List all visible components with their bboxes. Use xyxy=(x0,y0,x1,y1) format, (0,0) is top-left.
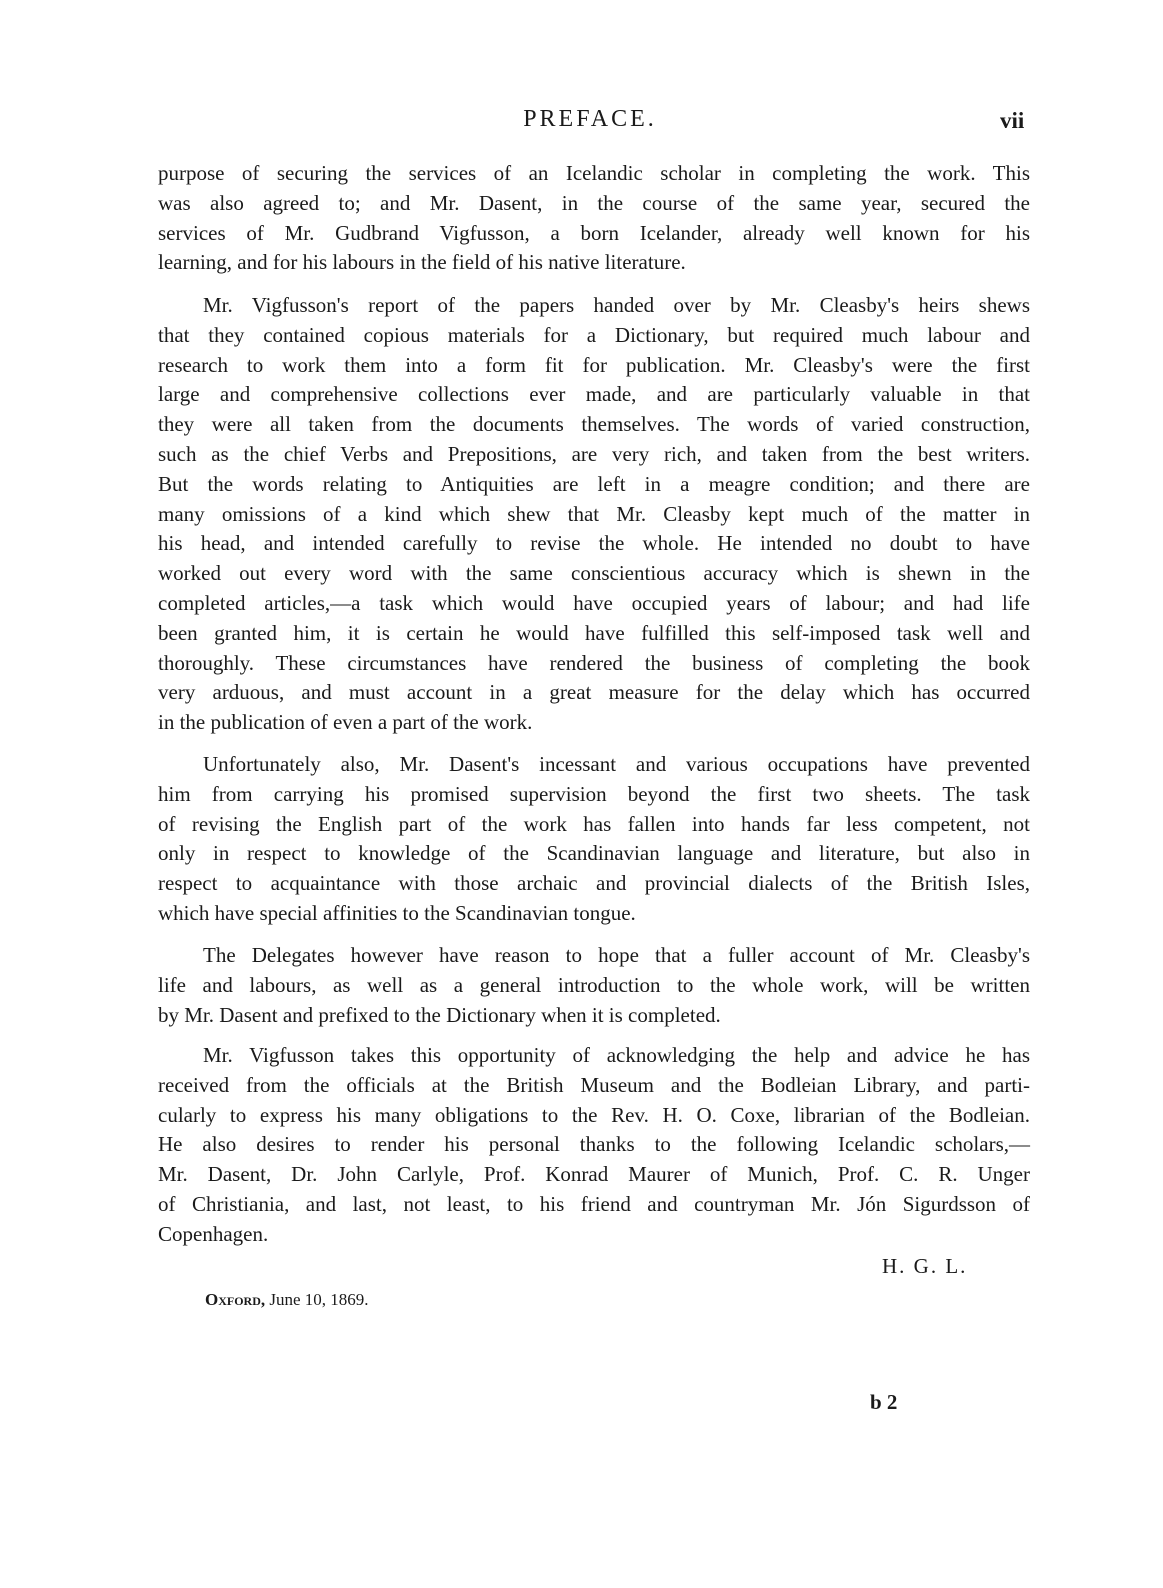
text-line: Mr. Dasent, Dr. John Carlyle, Prof. Konrad Maurer of Munich, Prof. C. R. Unger xyxy=(158,1162,1030,1187)
text-line: many omissions of a kind which shew that Mr. Cleasby kept much of the matter in xyxy=(158,501,1030,526)
text-line: He also desires to render his personal thanks to the following Icelandic scholars,— xyxy=(158,1132,1030,1157)
text-line: they were all taken from the documents themselves. The words of varied construction, xyxy=(158,412,1030,437)
text-line: of revising the English part of the work has fallen into hands far less competent, not xyxy=(158,811,1030,836)
text-line: research to work them into a form fit for publication. Mr. Cleasby's were the first xyxy=(158,352,1030,377)
text-line: learning, and for his labours in the field of his native literature. xyxy=(158,250,686,275)
text-line: services of Mr. Gudbrand Vigfusson, a born Icelander, already well known for his xyxy=(158,220,1030,245)
page-number: vii xyxy=(1000,108,1025,133)
text-line: completed articles,—a task which would have occupied years of labour; and had life xyxy=(158,590,1030,615)
text-line: his head, and intended carefully to revise the whole. He intended no doubt to have xyxy=(158,531,1030,556)
running-head-title: PREFACE. xyxy=(523,106,657,132)
text-line: such as the chief Verbs and Prepositions, are very rich, and taken from the best writers. xyxy=(158,441,1030,466)
text-line: large and comprehensive collections ever made, and are particularly valuable in that xyxy=(158,382,1030,407)
text-line: of Christiania, and last, not least, to his friend and countryman Mr. Jón Sigurdsson of xyxy=(158,1191,1030,1216)
text-line: in the publication of even a part of the work. xyxy=(158,710,533,735)
text-line: purpose of securing the services of an Icelandic scholar in completing the work. This xyxy=(158,161,1030,185)
paragraph xyxy=(158,1041,1030,1250)
text-line: life and labours, as well as a general introduction to the whole work, will be written xyxy=(158,972,1030,997)
text-line: Copenhagen. xyxy=(158,1221,269,1246)
paragraph xyxy=(158,941,1030,1030)
paragraph xyxy=(158,750,1030,929)
dateline-place: Oxford, xyxy=(205,1290,266,1309)
text-line: very arduous, and must account in a great measure for the delay which has occurred xyxy=(158,680,1030,705)
text-line: received from the officials at the British Museum and the Bodleian Library, and parti- xyxy=(158,1072,1030,1097)
text-line: The Delegates however have reason to hope that a fuller account of Mr. Cleasby's xyxy=(203,943,1030,967)
paragraph xyxy=(158,291,1030,738)
signature-mark: b 2 xyxy=(870,1390,898,1414)
text-line: respect to acquaintance with those archaic and provincial dialects of the British Isles, xyxy=(158,871,1030,896)
text-line: was also agreed to; and Mr. Dasent, in the course of the same year, secured the xyxy=(158,190,1030,215)
text-line: him from carrying his promised supervision beyond the first two sheets. The task xyxy=(158,781,1030,806)
paragraph xyxy=(158,159,1030,278)
text-line: which have special affinities to the Scandinavian tongue. xyxy=(158,900,636,925)
dateline-date: June 10, 1869. xyxy=(269,1290,369,1309)
text-line: worked out every word with the same conscientious accuracy which is shewn in the xyxy=(158,561,1030,586)
text-line: thoroughly. These circumstances have rendered the business of completing the book xyxy=(158,650,1030,675)
text-line: Mr. Vigfusson takes this opportunity of acknowledging the help and advice he has xyxy=(203,1043,1030,1067)
author-initials: H. G. L. xyxy=(882,1254,968,1278)
dateline xyxy=(205,1290,369,1310)
text-line: Mr. Vigfusson's report of the papers handed over by Mr. Cleasby's heirs shews xyxy=(203,293,1030,317)
text-line: by Mr. Dasent and prefixed to the Dictionary when it is completed. xyxy=(158,1002,721,1027)
text-line: cularly to express his many obligations to the Rev. H. O. Coxe, librarian of the Bodleian. xyxy=(158,1102,1030,1127)
text-line: that they contained copious materials for a Dictionary, but required much labour and xyxy=(158,322,1030,347)
text-line: Unfortunately also, Mr. Dasent's incessant and various occupations have prevented xyxy=(203,752,1030,776)
text-line: But the words relating to Antiquities are left in a meagre condition; and there are xyxy=(158,471,1030,496)
text-line: been granted him, it is certain he would have fulfilled this self-imposed task well and xyxy=(158,620,1030,645)
text-line: only in respect to knowledge of the Scandinavian language and literature, but also in xyxy=(158,841,1030,866)
